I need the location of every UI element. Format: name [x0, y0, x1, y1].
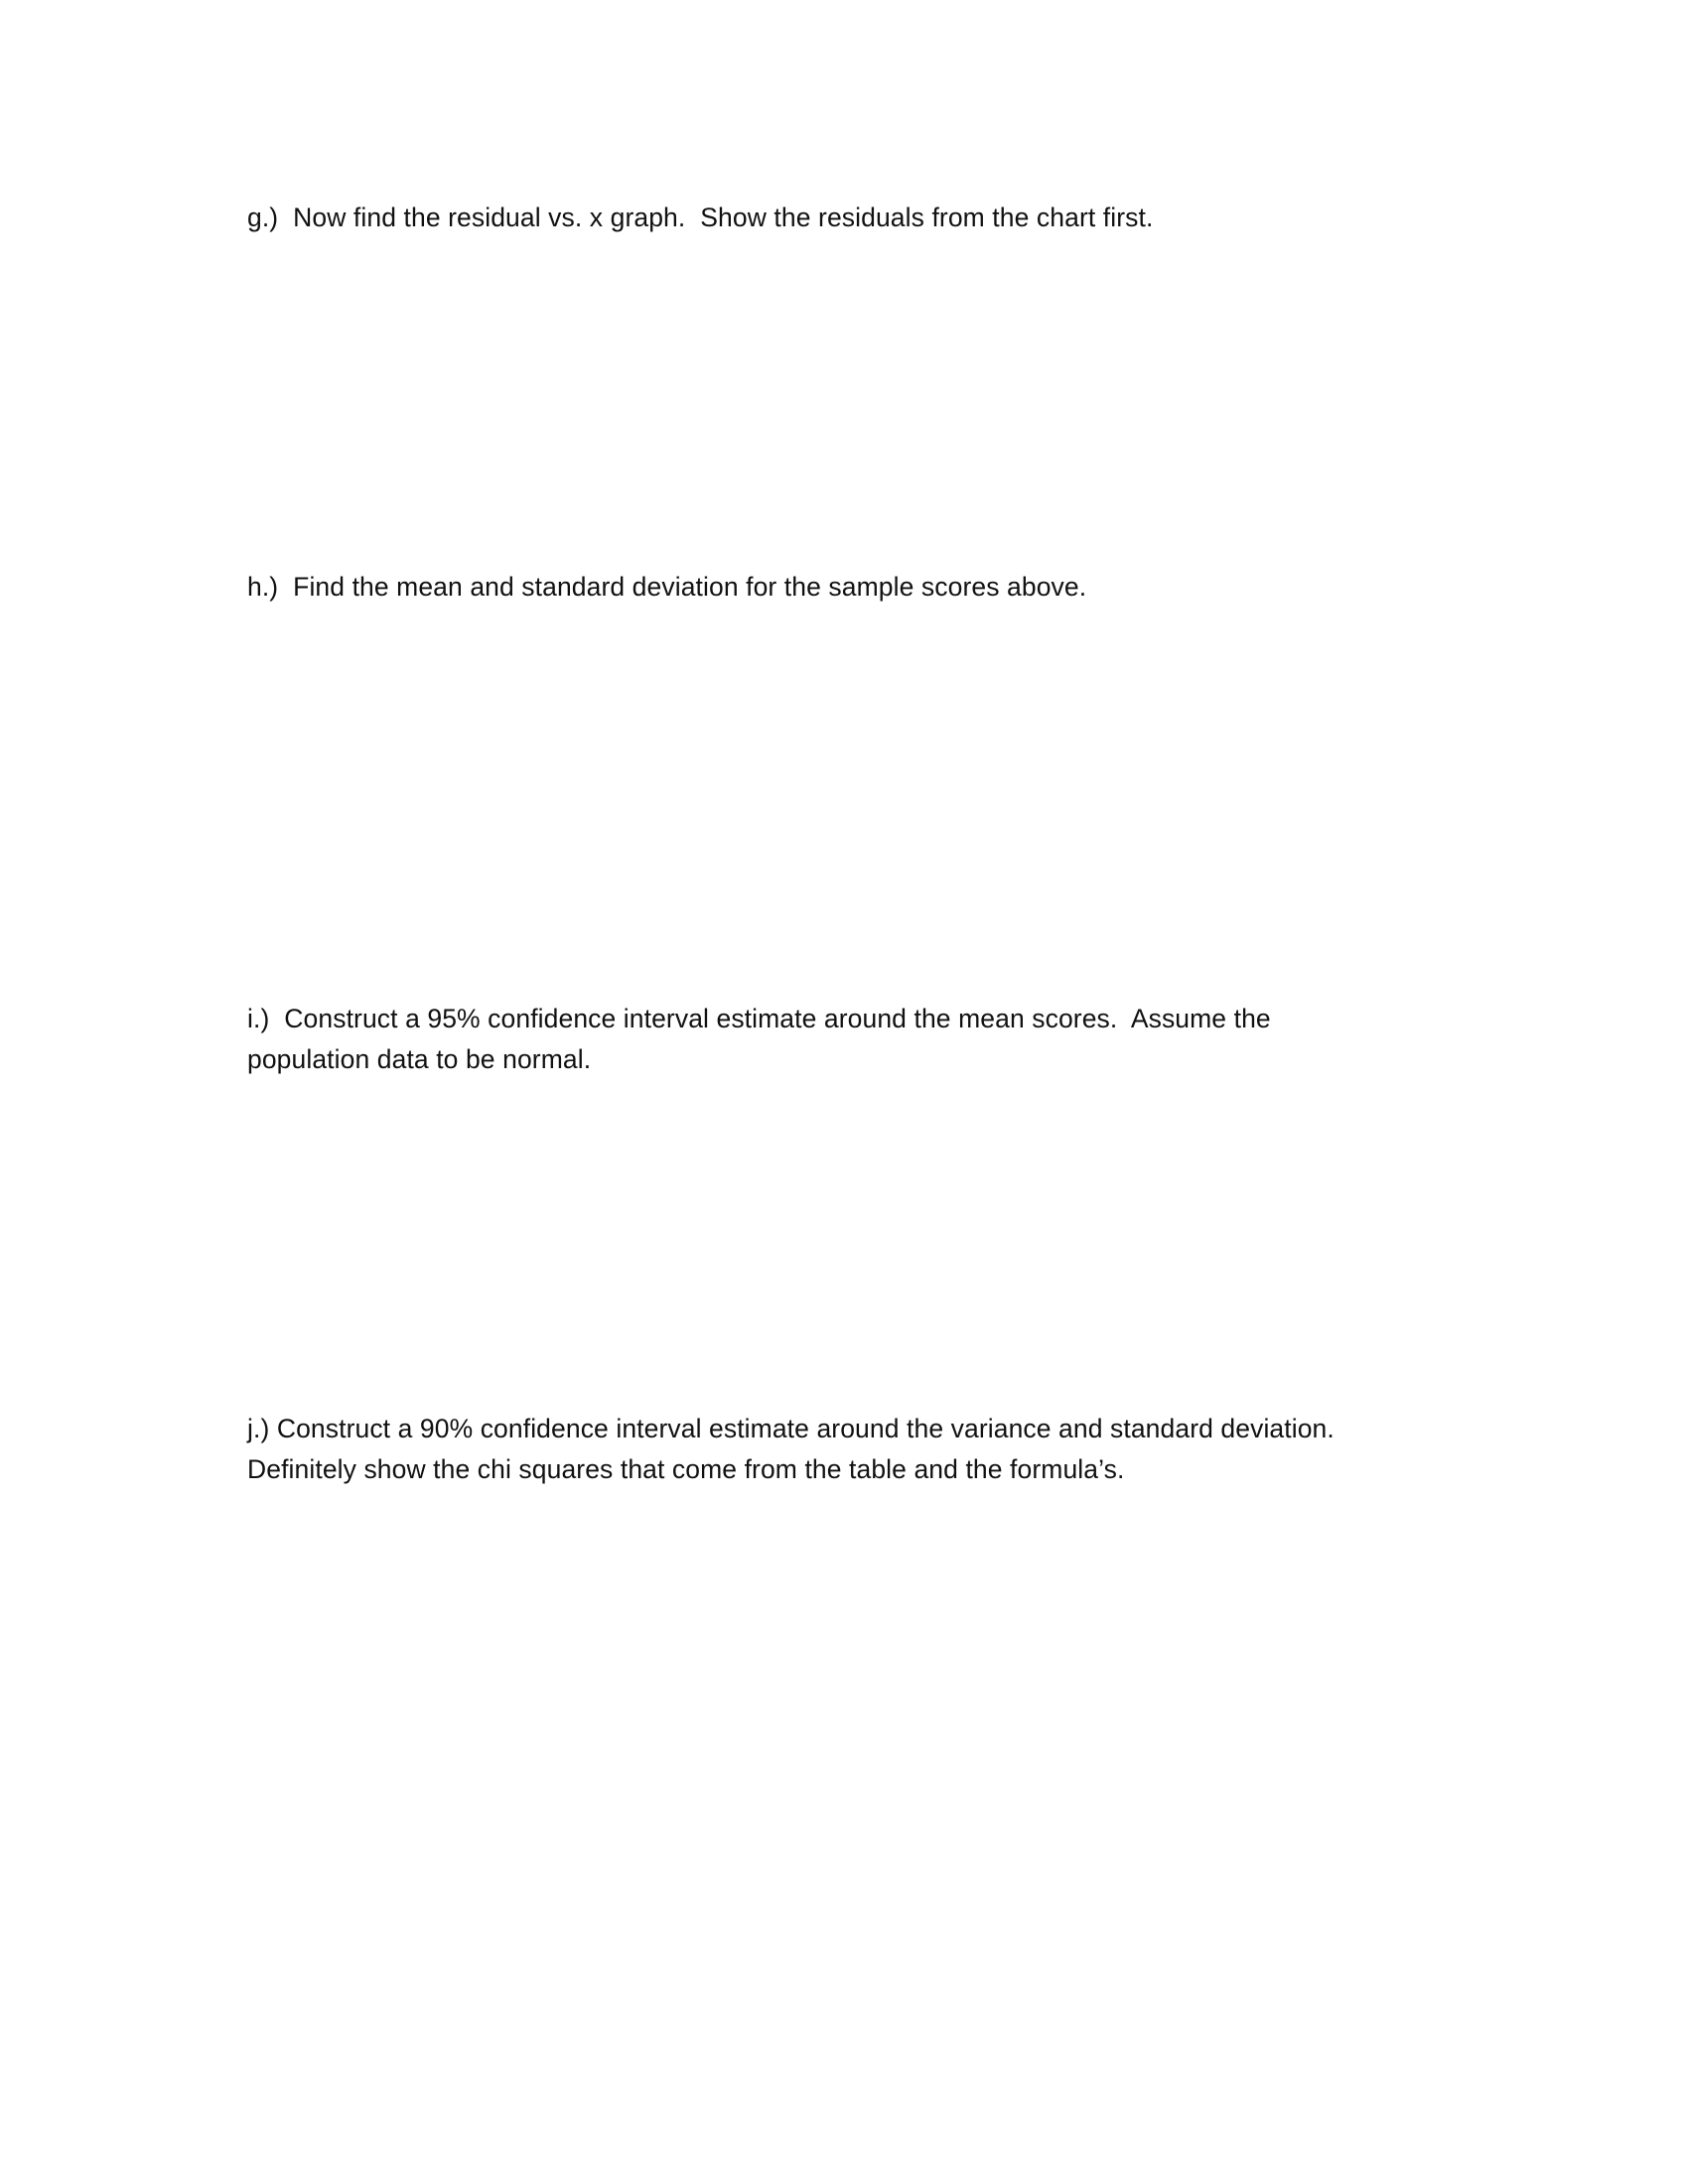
question-i-line-1: i.) Construct a 95% confidence interval estimate around the mean scores. Assume the	[247, 1004, 1271, 1033]
question-g-line-1: g.) Now find the residual vs. x graph. Show the residuals from the chart first.	[247, 203, 1154, 232]
question-g	[247, 198, 1439, 238]
question-h-line-1: h.) Find the mean and standard deviation for the sample scores above.	[247, 572, 1087, 602]
question-j-line-2: Definitely show the chi squares that come from the table and the formula’s.	[247, 1454, 1125, 1484]
question-i-line-2: population data to be normal.	[247, 1044, 592, 1074]
question-j	[247, 1409, 1439, 1490]
question-i	[247, 999, 1439, 1080]
question-h	[247, 567, 1439, 608]
question-j-line-1: j.) Construct a 90% confidence interval estimate around the variance and standard deviation.	[247, 1414, 1335, 1443]
